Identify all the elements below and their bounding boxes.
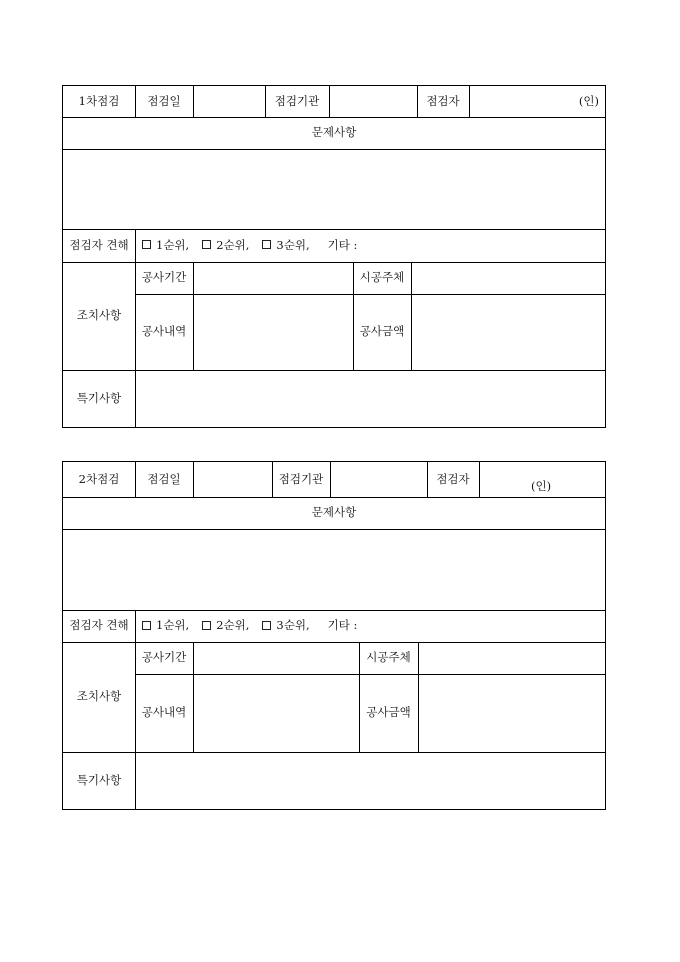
inspector-label: 점검자 <box>426 93 460 108</box>
checkbox-icon[interactable] <box>202 240 211 249</box>
date-field[interactable] <box>193 462 272 497</box>
notes-field[interactable] <box>135 752 605 809</box>
details-label: 공사내역 <box>141 705 187 720</box>
inspector-field[interactable] <box>469 86 605 117</box>
amount-field[interactable] <box>411 294 605 370</box>
checkbox-icon[interactable] <box>142 621 151 630</box>
contractor-label: 시공주체 <box>366 650 411 665</box>
agency-field[interactable] <box>329 86 417 117</box>
priority-options <box>142 229 602 262</box>
seal-mark: (인) <box>578 93 599 108</box>
date-field[interactable] <box>193 86 265 117</box>
issues-label: 문제사항 <box>311 505 357 520</box>
opinion-label: 점검자 견해 <box>69 618 129 633</box>
period-label: 공사기간 <box>141 650 187 665</box>
agency-label: 점검기관 <box>278 471 324 486</box>
inspector-label: 점검자 <box>436 471 470 486</box>
action-label: 조치사항 <box>76 308 122 323</box>
period-field[interactable] <box>193 642 359 674</box>
checkbox-icon[interactable] <box>142 240 151 249</box>
inspector-field[interactable] <box>479 462 605 497</box>
priority-options <box>142 610 602 642</box>
priority-option-3[interactable]: 3순위, <box>262 620 309 632</box>
contractor-label: 시공주체 <box>359 270 405 285</box>
seal-mark: (인) <box>531 478 552 493</box>
date-label: 점검일 <box>147 471 181 486</box>
inspection-form-1 <box>62 85 606 428</box>
issues-field[interactable] <box>63 149 605 229</box>
agency-label: 점검기관 <box>274 93 320 108</box>
contractor-field[interactable] <box>411 262 605 294</box>
period-field[interactable] <box>193 262 353 294</box>
priority-option-2[interactable]: 2순위, <box>202 620 249 632</box>
amount-label: 공사금액 <box>359 324 405 339</box>
date-label: 점검일 <box>147 93 181 108</box>
priority-option-1[interactable]: 1순위, <box>142 620 189 632</box>
priority-option-1[interactable]: 1순위, <box>142 240 189 252</box>
agency-field[interactable] <box>330 462 427 497</box>
amount-label: 공사금액 <box>366 705 411 720</box>
period-label: 공사기간 <box>141 270 187 285</box>
inspection-form-2 <box>62 461 606 810</box>
checkbox-icon[interactable] <box>262 621 271 630</box>
issues-label: 문제사항 <box>311 125 357 140</box>
checkbox-icon[interactable] <box>262 240 271 249</box>
notes-label: 특기사항 <box>76 390 122 405</box>
priority-other: 기타 : <box>327 237 358 252</box>
notes-label: 특기사항 <box>76 772 122 787</box>
details-field[interactable] <box>193 294 353 370</box>
details-field[interactable] <box>193 674 359 752</box>
details-label: 공사내역 <box>141 324 187 339</box>
checkbox-icon[interactable] <box>202 621 211 630</box>
round-label: 1차점검 <box>78 93 120 108</box>
issues-field[interactable] <box>63 529 605 610</box>
amount-field[interactable] <box>418 674 605 752</box>
notes-field[interactable] <box>135 370 605 427</box>
priority-option-3[interactable]: 3순위, <box>262 240 309 252</box>
priority-option-2[interactable]: 2순위, <box>202 240 249 252</box>
contractor-field[interactable] <box>418 642 605 674</box>
opinion-label: 점검자 견해 <box>69 237 129 252</box>
priority-other: 기타 : <box>327 618 358 633</box>
action-label: 조치사항 <box>76 689 122 704</box>
round-label: 2차점검 <box>78 471 120 486</box>
